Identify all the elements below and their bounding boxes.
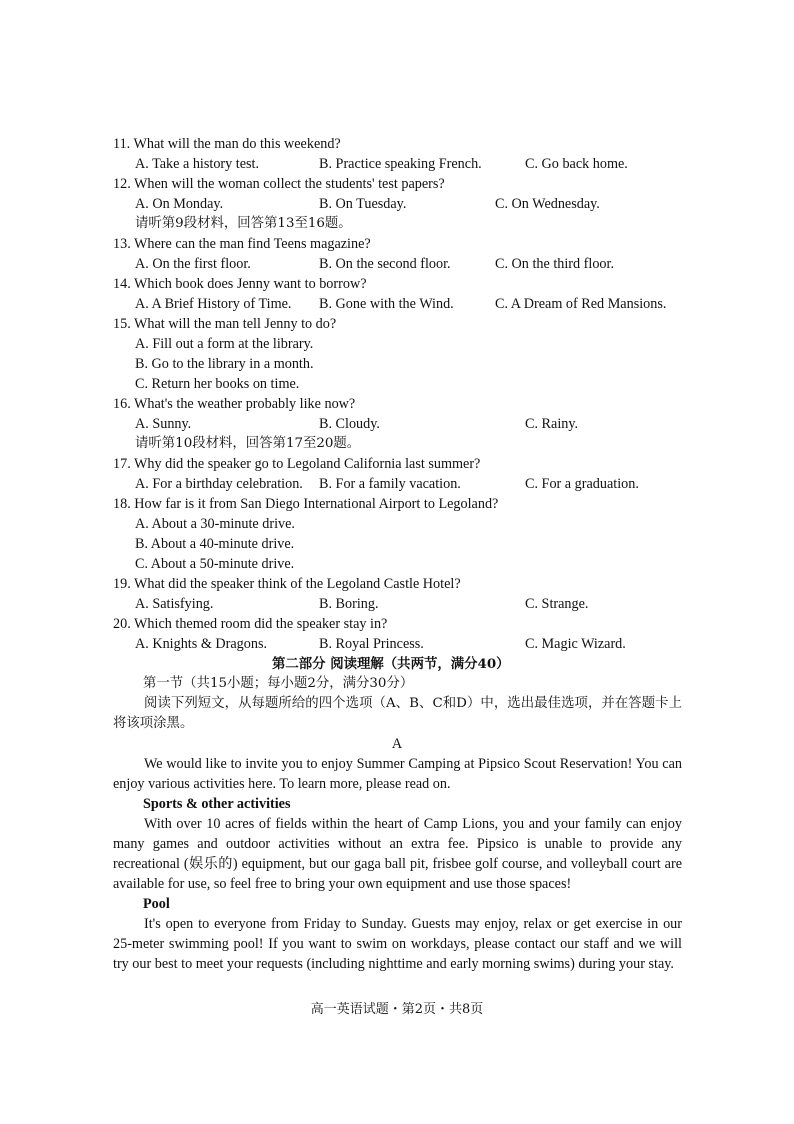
option-a: A. On Monday. <box>135 196 224 212</box>
option-c: C. On the third floor. <box>495 256 615 272</box>
option-a: A. Sunny. <box>135 416 192 432</box>
paragraph-sports: With over 10 acres of fields within the heart of Camp Lions, you and your family can enjoy many games and outdoor activities without an extra fee. Pipsico is unable to provide any recreational (娱乐的) equipment, but our gaga ball pit, frisbee golf course, and volleyball court are available for use, so feel free to bring your own equipment and use those spaces! <box>113 816 682 892</box>
question-20 <box>0 614 794 634</box>
question-15 <box>0 314 794 334</box>
option-b: B. Royal Princess. <box>319 636 424 652</box>
question-17 <box>0 454 794 474</box>
question-text: 15. What will the man tell Jenny to do? <box>113 316 337 332</box>
question-text: 16. What's the weather probably like now? <box>113 396 356 412</box>
question-14-options <box>0 294 794 314</box>
question-16 <box>0 394 794 414</box>
question-18-option-c <box>0 554 794 574</box>
question-14 <box>0 274 794 294</box>
option-b: B. Boring. <box>319 596 379 612</box>
option-a: A. On the first floor. <box>135 256 251 272</box>
question-text: 20. Which themed room did the speaker stay in? <box>113 616 388 632</box>
part-two-title-row <box>0 654 794 674</box>
question-12-options <box>0 194 794 214</box>
question-18-option-a <box>0 514 794 534</box>
question-16-options <box>0 414 794 434</box>
question-19-options <box>0 594 794 614</box>
option-a: A. Satisfying. <box>135 596 214 612</box>
passage-label: A <box>391 736 403 752</box>
question-text: 13. Where can the man find Teens magazine? <box>113 236 371 252</box>
question-11 <box>0 134 794 154</box>
page-footer: 高一英语试题・第2页・共8页 <box>310 1002 484 1017</box>
question-15-option-c <box>0 374 794 394</box>
question-11-options <box>0 154 794 174</box>
option-b: B. Cloudy. <box>319 416 380 432</box>
question-18-option-b <box>0 534 794 554</box>
option-b: B. Gone with the Wind. <box>319 296 454 312</box>
question-text: 14. Which book does Jenny want to borrow? <box>113 276 367 292</box>
option-c: C. Go back home. <box>525 156 628 172</box>
option-c: C. About a 50-minute drive. <box>135 556 295 572</box>
option-b: B. On Tuesday. <box>319 196 407 212</box>
section-one-row <box>0 674 794 694</box>
heading-pool: Pool <box>143 896 170 912</box>
part-two-title: 第二部分 阅读理解（共两节，满分40） <box>272 656 510 672</box>
question-13-options <box>0 254 794 274</box>
passage-label-row <box>0 734 794 754</box>
option-c: C. Strange. <box>525 596 589 612</box>
option-c: C. Rainy. <box>525 416 579 432</box>
option-c: C. A Dream of Red Mansions. <box>495 296 667 312</box>
paragraph-pool: It's open to everyone from Friday to Sunday. Guests may enjoy, relax or get exercise in our 25-meter swimming pool! If you want to swim on workdays, please contact our staff and we will try our best to meet your requests (including nighttime and early morning swims) during your stay. <box>113 916 682 972</box>
instruction-text: 请听第9段材料，回答第13至16题。 <box>135 216 352 231</box>
instruction-passage-9 <box>0 214 794 234</box>
instruction-text: 请听第10段材料，回答第17至20题。 <box>135 436 361 451</box>
option-a: A. Knights & Dragons. <box>135 636 268 652</box>
option-a: A. About a 30-minute drive. <box>135 516 295 532</box>
option-b: B. Go to the library in a month. <box>135 356 314 372</box>
question-text: 18. How far is it from San Diego International Airport to Legoland? <box>113 496 499 512</box>
instruction-passage-10 <box>0 434 794 454</box>
question-12 <box>0 174 794 194</box>
option-b: B. Practice speaking French. <box>319 156 482 172</box>
question-15-option-a <box>0 334 794 354</box>
reading-instruction: 阅读下列短文，从每题所给的四个选项（A、B、C和D）中，选出最佳选项，并在答题卡上将该项涂黑。 <box>113 696 682 731</box>
question-text: 12. When will the woman collect the students' test papers? <box>113 176 445 192</box>
option-a: A. A Brief History of Time. <box>135 296 292 312</box>
option-c: C. Magic Wizard. <box>525 636 626 652</box>
heading-sports: Sports & other activities <box>143 796 291 812</box>
passage-intro: We would like to invite you to enjoy Summer Camping at Pipsico Scout Reservation! You can enjoy various activities here. To learn more, please read on. <box>113 756 682 792</box>
option-b: B. On the second floor. <box>319 256 451 272</box>
option-b: B. About a 40-minute drive. <box>135 536 295 552</box>
question-20-options <box>0 634 794 654</box>
question-17-options <box>0 474 794 494</box>
option-c: C. For a graduation. <box>525 476 639 492</box>
option-a: A. Fill out a form at the library. <box>135 336 314 352</box>
option-c: C. On Wednesday. <box>495 196 600 212</box>
option-a: A. For a birthday celebration. <box>135 476 303 492</box>
question-text: 11. What will the man do this weekend? <box>113 136 341 152</box>
option-b: B. For a family vacation. <box>319 476 461 492</box>
section-one-title: 第一节（共15小题；每小题2分，满分30分） <box>143 676 414 691</box>
question-text: 17. Why did the speaker go to Legoland California last summer? <box>113 456 481 472</box>
question-18 <box>0 494 794 514</box>
option-a: A. Take a history test. <box>135 156 260 172</box>
question-19 <box>0 574 794 594</box>
option-c: C. Return her books on time. <box>135 376 300 392</box>
question-13 <box>0 234 794 254</box>
question-15-option-b <box>0 354 794 374</box>
question-text: 19. What did the speaker think of the Legoland Castle Hotel? <box>113 576 461 592</box>
